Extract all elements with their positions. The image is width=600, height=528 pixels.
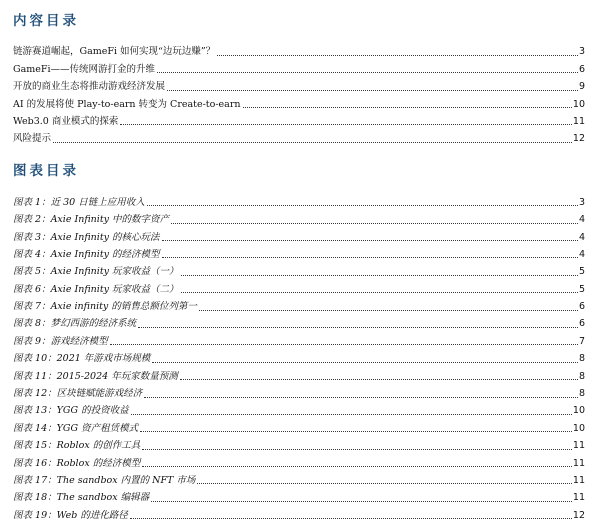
toc-entry-label: 图表 4：Axie Infinity 的经济模型 [13, 248, 160, 260]
toc-entry-label: 图表 10：2021 年游戏市场规模 [13, 353, 151, 365]
toc-entry-page: 8 [578, 388, 585, 400]
dotted-leader [171, 223, 578, 224]
toc-entry-label: 图表 7：Axie infinity 的销售总额位列第一 [13, 301, 197, 313]
toc-entry[interactable] [13, 111, 585, 128]
toc-entry-page: 7 [578, 335, 585, 347]
dotted-leader [110, 344, 578, 345]
dotted-leader [181, 292, 578, 293]
dotted-leader [144, 397, 578, 398]
toc-entry-label: 图表 12：区块链赋能游戏经济 [13, 388, 143, 400]
toc-entry-label: 图表 17：The sandbox 内置的 NFT 市场 [13, 474, 196, 486]
toc-entry-page: 11 [572, 457, 585, 469]
toc-entry-label: 图表 6：Axie Infinity 玩家收益（二） [13, 283, 179, 295]
dotted-leader [197, 483, 572, 484]
toc-entry-page: 3 [578, 196, 585, 208]
toc-entry[interactable] [13, 76, 585, 93]
toc-entry-page: 12 [572, 509, 585, 521]
dotted-leader [162, 240, 578, 241]
content-toc-title: 内容目录 [13, 13, 79, 29]
toc-entry[interactable] [13, 452, 585, 469]
dotted-leader [162, 257, 578, 258]
toc-entry[interactable] [13, 244, 585, 261]
dotted-leader [181, 275, 578, 276]
dotted-leader [217, 55, 578, 56]
toc-entry-page: 4 [578, 231, 585, 243]
toc-entry-page: 8 [578, 353, 585, 365]
dotted-leader [180, 379, 578, 380]
dotted-leader [138, 327, 578, 328]
toc-entry[interactable] [13, 191, 585, 208]
dotted-leader [120, 124, 572, 125]
toc-entry[interactable] [13, 400, 585, 417]
toc-entry-label: 图表 14：YGG 资产租赁模式 [13, 422, 139, 434]
toc-entry-page: 6 [578, 63, 585, 75]
dotted-leader [140, 431, 572, 432]
toc-entry[interactable] [13, 330, 585, 347]
toc-entry[interactable] [13, 383, 585, 400]
dotted-leader [147, 205, 578, 206]
toc-entry-label: 风险提示 [13, 133, 52, 145]
toc-entry-page: 11 [572, 474, 585, 486]
toc-entry-label: 链游赛道崛起，GameFi 如何实现“边玩边赚”？ [13, 46, 216, 58]
dotted-leader [199, 310, 578, 311]
toc-entry-page: 10 [572, 422, 585, 434]
toc-entry[interactable] [13, 435, 585, 452]
toc-entry-label: 图表 1：近 30 日链上应用收入 [13, 196, 145, 208]
toc-entry[interactable] [13, 504, 585, 521]
toc-entry-label: 图表 15：Roblox 的创作工具 [13, 440, 141, 452]
toc-entry[interactable] [13, 348, 585, 365]
toc-entry[interactable] [13, 261, 585, 278]
toc-entry-label: GameFi——传统网游打金的升维 [13, 63, 156, 75]
toc-entry-label: 图表 3：Axie Infinity 的核心玩法 [13, 231, 160, 243]
toc-entry[interactable] [13, 209, 585, 226]
toc-entry[interactable] [13, 470, 585, 487]
toc-entry-page: 4 [578, 214, 585, 226]
toc-entry[interactable] [13, 128, 585, 145]
toc-entry[interactable] [13, 226, 585, 243]
toc-entry[interactable] [13, 93, 585, 110]
toc-entry-page: 8 [578, 370, 585, 382]
dotted-leader [53, 142, 572, 143]
toc-entry-page: 3 [578, 46, 585, 58]
toc-entry-label: 图表 19：Web 的进化路径 [13, 509, 128, 521]
dotted-leader [152, 362, 578, 363]
dotted-leader [167, 90, 578, 91]
toc-entry-label: 图表 2：Axie Infinity 中的数字资产 [13, 214, 170, 226]
toc-entry[interactable] [13, 487, 585, 504]
dotted-leader [151, 501, 572, 502]
dotted-leader [131, 414, 572, 415]
dotted-leader [243, 107, 572, 108]
toc-entry[interactable] [13, 417, 585, 434]
toc-entry-page: 9 [578, 81, 585, 93]
toc-entry-label: 图表 9：游戏经济模型 [13, 335, 108, 347]
dotted-leader [142, 466, 572, 467]
dotted-leader [142, 449, 572, 450]
toc-entry-label: 图表 5：Axie Infinity 玩家收益（一） [13, 266, 179, 278]
toc-entry-page: 10 [572, 98, 585, 110]
toc-entry[interactable] [13, 313, 585, 330]
toc-entry-page: 4 [578, 248, 585, 260]
toc-entry-label: 图表 13：YGG 的投资收益 [13, 405, 129, 417]
toc-entry-page: 6 [578, 301, 585, 313]
toc-entry-page: 11 [572, 440, 585, 452]
toc-entry-label: 图表 18：The sandbox 编辑器 [13, 492, 150, 504]
toc-entry-page: 5 [578, 283, 585, 295]
toc-entry-label: 图表 16：Roblox 的经济模型 [13, 457, 141, 469]
toc-entry-label: Web3.0 商业模式的探索 [13, 115, 119, 127]
dotted-leader [130, 518, 572, 519]
toc-entry-page: 10 [572, 405, 585, 417]
toc-entry[interactable] [13, 296, 585, 313]
toc-entry-label: 图表 8：梦幻西游的经济系统 [13, 318, 137, 330]
toc-entry-page: 11 [572, 492, 585, 504]
toc-entry-label: AI 的发展将使 Play-to-earn 转变为 Create-to-earn [13, 98, 241, 110]
toc-entry-page: 5 [578, 266, 585, 278]
toc-entry-label: 开放的商业生态将推动游戏经济发展 [13, 81, 166, 93]
toc-entry-page: 12 [572, 133, 585, 145]
toc-entry[interactable] [13, 365, 585, 382]
dotted-leader [157, 72, 578, 73]
figure-toc-title: 图表目录 [13, 163, 79, 180]
toc-entry[interactable] [13, 58, 585, 75]
figure-toc-list [13, 191, 585, 521]
toc-entry-page: 6 [578, 318, 585, 330]
toc-entry[interactable] [13, 41, 585, 58]
toc-entry-page: 11 [572, 115, 585, 127]
toc-entry[interactable] [13, 278, 585, 295]
toc-entry-label: 图表 11：2015-2024 年玩家数量预测 [13, 370, 178, 382]
content-toc-list [13, 41, 585, 145]
